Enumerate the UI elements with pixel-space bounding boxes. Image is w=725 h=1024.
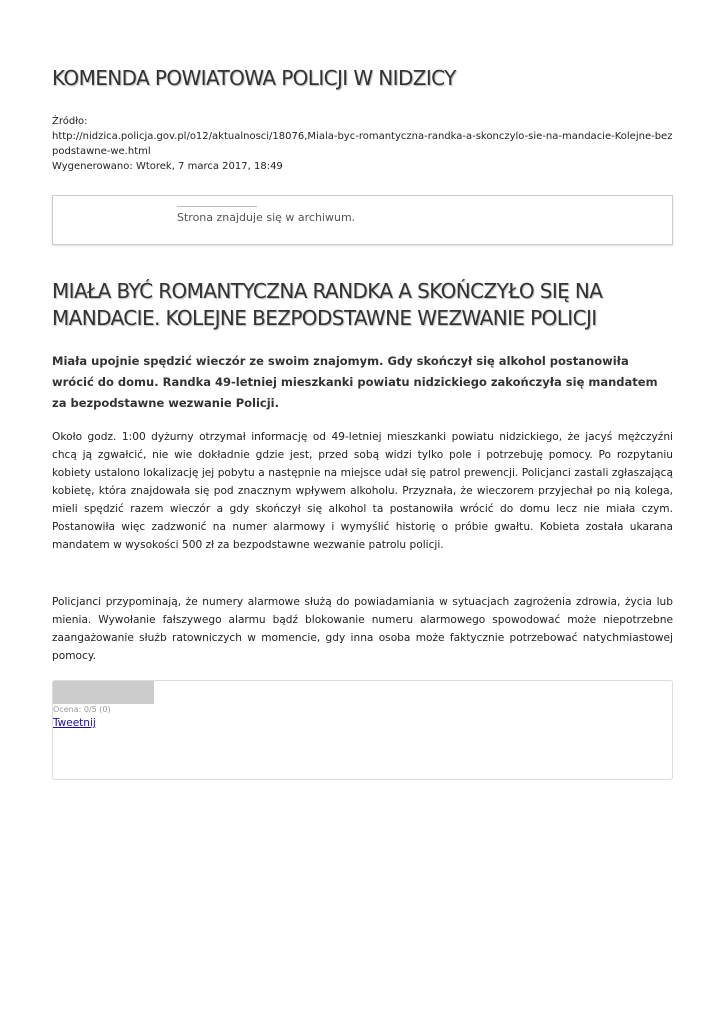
archive-notice-box [52, 195, 673, 245]
article-paragraph-1: Około godz. 1:00 dyżurny otrzymał informację od 49-letniej mieszkanki powiatu nidzickiego, że jacyś mężczyźni chcą ją zgwałcić, nie wie dokładnie gdzie jest, przed sobą widzi tylko pole i potrzebuję pomocy. Po rozpytaniu kobiety ustalono lokalizację jej pobytu a następnie na miejsce udał się patrol prewencji. Policjanci zastali zgłaszającą kobietę, która znajdowała się pod znacznym wpływem alkoholu. Przyznała, że wieczorem przyjechał po nią kolega, mieli spędzić razem wieczór a gdy skończył się alkohol ta postanowiła wrócić do domu lecz nie miała czym. Postanowiła więc zadzwonić na numer alarmowy i wymyślić historię o próbie gwałtu. Kobieta została ukarana mandatem w wysokości 500 zł za bezpodstawne wezwanie patrolu policji. [52, 431, 673, 551]
source-label: Źródło: [52, 116, 88, 127]
site-title: KOMENDA POWIATOWA POLICJI W NIDZICY [52, 66, 456, 90]
article-paragraph-2: Policjanci przypominają, że numery alarmowe służą do powiadamiania w sytuacjach zagrożenia zdrowia, życia lub mienia. Wywołanie fałszywego alarmu bądź blokowanie numeru alarmowego spowodować może niepotrzebne zaangażowanie służb ratowniczych w momencie, gdy inna osoba może faktycznie potrzebować natychmiastowej pomocy. [52, 596, 673, 662]
generated-date: Wygenerowano: Wtorek, 7 marca 2017, 18:49 [52, 161, 283, 172]
archive-divider [177, 206, 257, 207]
rating-box [52, 680, 673, 780]
source-url: http://nidzica.policja.gov.pl/o12/aktualnosci/18076,Miala-byc-romantyczna-randka-a-skonczylo-sie-na-mandacie-Kolejne-bezpodstawne-we.html [52, 131, 673, 157]
archive-notice: Strona znajduje się w archiwum. [177, 211, 356, 224]
rating-stars[interactable] [53, 681, 154, 704]
article-lead: Miała upojnie spędzić wieczór ze swoim znajomym. Gdy skończył się alkohol postanowiła wrócić do domu. Randka 49-letniej mieszkanki powiatu nidzickiego zakończyła się mandatem za bezpodstawne wezwanie Policji. [52, 354, 658, 410]
rating-text: Ocena: 0/5 (0) [53, 705, 111, 714]
document-meta [52, 114, 673, 174]
article-title: MIAŁA BYĆ ROMANTYCZNA RANDKA A SKOŃCZYŁO SIĘ NA MANDACIE. KOLEJNE BEZPODSTAWNE WEZWANIE POLICJI [52, 279, 603, 330]
tweet-link[interactable]: Tweetnij [53, 717, 96, 729]
